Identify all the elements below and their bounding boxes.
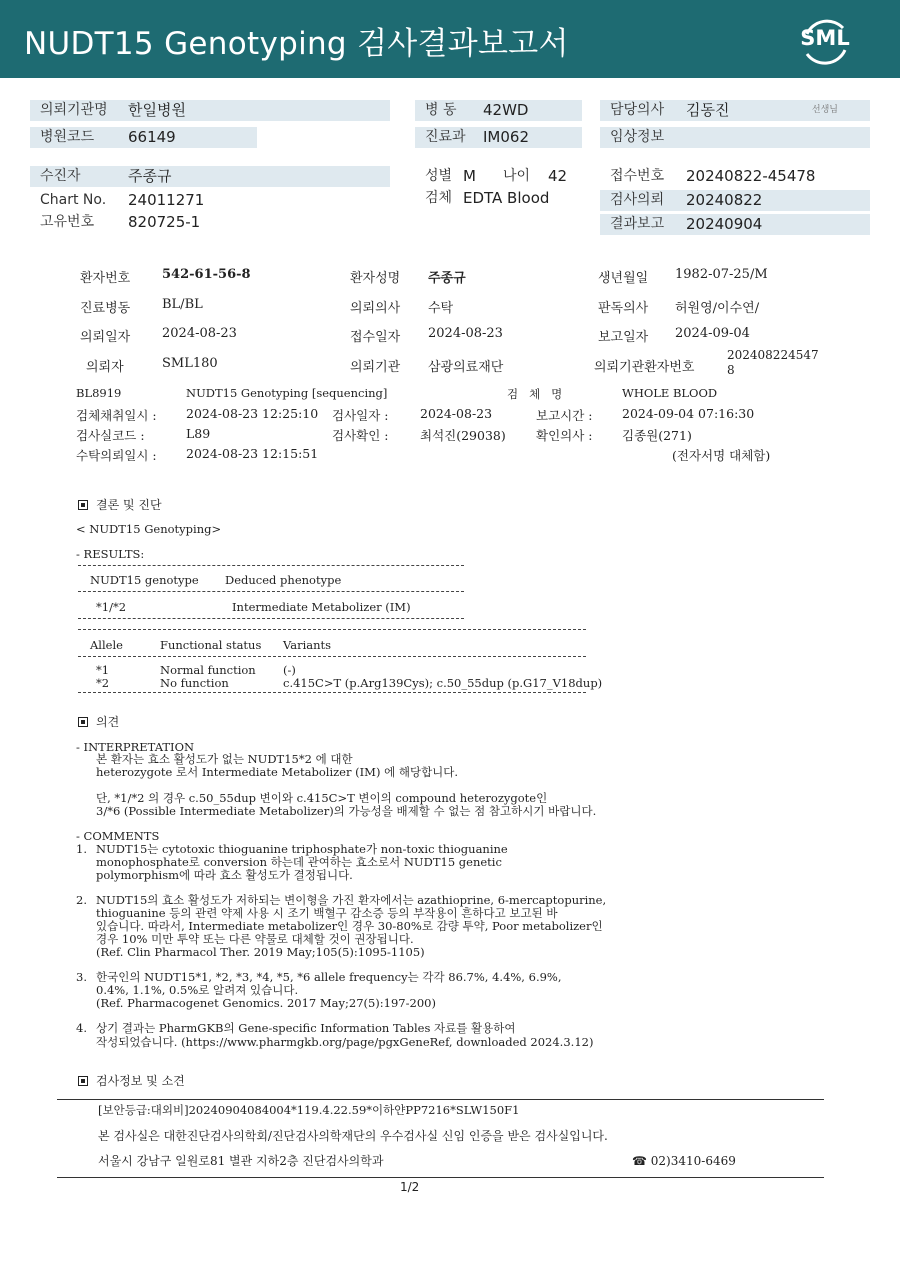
comment-line: 상기 결과는 PharmGKB의 Gene-specific Information Tables 자료를 활용하여 — [96, 1021, 516, 1035]
opinion-section-title: 의견 — [78, 713, 119, 730]
detail-row — [80, 267, 880, 287]
interpretation-label: - INTERPRETATION — [76, 740, 195, 754]
comment-number: 4. — [76, 1021, 87, 1035]
detail-label: 판독의사 — [598, 301, 649, 316]
request-label: 검사의뢰 — [610, 192, 665, 208]
col-genotype: NUDT15 genotype — [90, 573, 199, 587]
report-date-field — [600, 214, 870, 235]
col-variants: Variants — [283, 638, 332, 652]
report-time-label: 보고시간 : — [536, 408, 593, 423]
certification-line: 본 검사실은 대한진단검사의학회/진단검사의학재단의 우수검사실 신임 인증을 받은 검사실입니다. — [98, 1129, 608, 1143]
patient-label: 수진자 — [40, 168, 81, 184]
receipt-label: 접수번호 — [610, 168, 665, 184]
comment-number: 2. — [76, 893, 87, 907]
institution-field — [30, 100, 390, 121]
ref-patient-number: 202408224547 — [727, 348, 819, 362]
footer-top-line — [57, 1099, 824, 1100]
allele-row-allele: *1 — [96, 663, 110, 677]
detail-label: 보고일자 — [598, 330, 649, 345]
chart-value: 24011271 — [128, 191, 205, 209]
detail-value: 2024-08-23 — [162, 326, 237, 341]
verified-label: 검사확인 : — [332, 428, 389, 443]
test-date: 2024-08-23 — [420, 406, 493, 421]
clinical-label: 임상정보 — [610, 129, 665, 145]
detail-label: 의뢰자 — [86, 360, 124, 375]
test-date-label: 검사일자 : — [332, 408, 389, 423]
institution-value: 한일병원 — [128, 101, 186, 119]
results-subtitle: < NUDT15 Genotyping> — [76, 522, 222, 536]
allele-row-status: No function — [160, 676, 229, 690]
detail-label: 의뢰기관환자번호 — [594, 360, 695, 375]
verified-by: 최석진(29038) — [420, 428, 506, 443]
ward-label: 병 동 — [425, 102, 457, 118]
report-header — [0, 0, 900, 78]
report-label: 결과보고 — [610, 216, 665, 232]
doctor-field — [600, 100, 870, 121]
receipt-field — [600, 166, 870, 187]
detail-label: 접수일자 — [350, 330, 401, 345]
comment-line: 있습니다. 따라서, Intermediate metabolizer인 경우 30-80%로 감량 투약, Poor metabolizer인 — [96, 919, 603, 933]
phone-number: 02)3410-6469 — [650, 1154, 736, 1168]
detail-value: 수탁 — [428, 301, 454, 316]
report-value: 20240904 — [686, 215, 763, 233]
comment-line: 경우 10% 미만 투약 또는 다른 약물로 대체할 것이 권장됩니다. — [96, 932, 414, 946]
report-title: NUDT15 Genotyping 검사결과보고서 — [24, 26, 569, 62]
divider — [78, 629, 586, 630]
test-name: NUDT15 Genotyping [sequencing] — [186, 386, 388, 400]
collection-label: 검체채취일시 : — [76, 408, 157, 423]
comment-line: 한국인의 NUDT15*1, *2, *3, *4, *5, *6 allele frequency는 각각 86.7%, 4.4%, 6.9%, — [96, 970, 562, 984]
col-status: Functional status — [160, 638, 262, 652]
age-label: 나이 — [503, 168, 531, 184]
detail-label: 생년월일 — [598, 271, 649, 286]
detail-label: 의뢰의사 — [350, 301, 401, 316]
comment-number: 1. — [76, 842, 87, 856]
divider — [78, 565, 464, 566]
results-label: - RESULTS: — [76, 547, 145, 561]
confirm-doctor: 김종원(271) — [622, 428, 692, 443]
comment-line: (Ref. Pharmacogenet Genomics. 2017 May;27(5):197-200) — [96, 996, 436, 1010]
patient-value: 주종규 — [128, 167, 172, 185]
sex-label: 성별 — [425, 168, 453, 184]
comment-number: 3. — [76, 970, 87, 984]
comment-line: NUDT15의 효소 활성도가 저하되는 변이형을 가진 환자에서는 azathioprine, 6-mercaptopurine, — [96, 893, 607, 907]
ward-field — [415, 100, 582, 121]
detail-value: SML180 — [162, 356, 218, 371]
hospital-code-label: 병원코드 — [40, 129, 95, 145]
detail-value: 허원영/이수연/ — [675, 301, 760, 316]
interp-line: 본 환자는 효소 활성도가 없는 NUDT15*2 에 대한 — [96, 752, 353, 766]
dept-field — [415, 127, 582, 148]
lab-code-label: 검사실코드 : — [76, 428, 145, 443]
ref-patient-number-cont: 8 — [727, 363, 735, 377]
specimen-name-label: 검 체 명 — [507, 387, 563, 401]
detail-value: 2024-08-23 — [428, 326, 503, 341]
specimen-field — [415, 188, 585, 209]
hospital-code-field — [30, 127, 257, 148]
patient-field — [30, 166, 390, 187]
sml-logo-icon — [797, 12, 853, 68]
footer-bottom-line — [57, 1177, 824, 1178]
detail-value: 삼광의료재단 — [428, 360, 504, 375]
divider — [78, 656, 586, 657]
col-phenotype: Deduced phenotype — [225, 573, 342, 587]
allele-row-variants: (-) — [283, 663, 296, 677]
specimen-label: 검체 — [425, 190, 453, 206]
phenotype-value: Intermediate Metabolizer (IM) — [232, 600, 411, 614]
allele-row-status: Normal function — [160, 663, 256, 677]
birth-date: 1982-07-25/M — [675, 267, 768, 282]
allele-row-allele: *2 — [96, 676, 110, 690]
logo-text: SML — [800, 26, 850, 50]
dept-label: 진료과 — [425, 129, 466, 145]
detail-label: 진료병동 — [80, 301, 131, 316]
lab-code: L89 — [186, 426, 211, 441]
detail-row — [80, 348, 880, 384]
comment-line: monophosphate로 conversion 하는데 관여하는 효소로서 NUDT15 genetic — [96, 855, 502, 869]
doctor-suffix: 선생님 — [811, 105, 838, 115]
receipt-value: 20240822-45478 — [686, 167, 816, 185]
col-allele: Allele — [90, 638, 123, 652]
sex-age-field — [415, 166, 585, 187]
specimen-name: WHOLE BLOOD — [622, 386, 718, 400]
confirm-doctor-label: 확인의사 : — [536, 428, 593, 443]
test-code: BL8919 — [76, 386, 122, 400]
doctor-label: 담당의사 — [610, 102, 665, 118]
request-field — [600, 190, 870, 211]
detail-label: 의뢰기관 — [350, 360, 401, 375]
consign-label: 수탁의뢰일시 : — [76, 448, 157, 463]
section-bullet-icon — [78, 500, 88, 510]
hospital-code-value: 66149 — [128, 128, 176, 146]
esign-note: (전자서명 대체함) — [672, 448, 771, 463]
address-line: 서울시 강남구 일원로81 별관 지하2층 진단검사의학과 — [98, 1154, 384, 1168]
specimen-value: EDTA Blood — [463, 189, 550, 207]
institution-label: 의뢰기관명 — [40, 102, 108, 118]
detail-label: 의뢰일자 — [80, 330, 131, 345]
report-time: 2024-09-04 07:16:30 — [622, 406, 755, 421]
comment-line: NUDT15는 cytotoxic thioguanine triphosphate가 non-toxic thioguanine — [96, 842, 508, 856]
comment-line: 0.4%, 1.1%, 0.5%로 알려져 있습니다. — [96, 983, 299, 997]
section-bullet-icon — [78, 717, 88, 727]
clinical-field — [600, 127, 870, 148]
uid-label: 고유번호 — [40, 214, 95, 230]
interp-line: heterozygote 로서 Intermediate Metabolizer (IM) 에 해당합니다. — [96, 765, 459, 779]
detail-value: BL/BL — [162, 297, 203, 312]
consign-time: 2024-08-23 12:15:51 — [186, 446, 319, 461]
page-number: 1/2 — [400, 1180, 420, 1194]
info-section-title: 검사정보 및 소견 — [78, 1072, 185, 1089]
patient-number: 542-61-56-8 — [162, 267, 251, 282]
chart-label: Chart No. — [40, 192, 107, 208]
age-value: 42 — [548, 167, 568, 185]
detail-value: 2024-09-04 — [675, 326, 750, 341]
divider — [78, 618, 464, 619]
phone-icon: ☎ — [632, 1154, 647, 1168]
request-value: 20240822 — [686, 191, 763, 209]
divider — [78, 591, 464, 592]
comment-line: 작성되었습니다. (https://www.pharmgkb.org/page/pgxGeneRef, downloaded 2024.3.12) — [96, 1035, 594, 1049]
conclusion-section-title: 결론 및 진단 — [78, 496, 162, 513]
detail-label: 환자번호 — [80, 271, 131, 286]
interp-line: 단, *1/*2 의 경우 c.50_55dup 변이와 c.415C>T 변이의 compound heterozygote인 — [96, 791, 548, 805]
patient-name: 주종규 — [428, 271, 466, 286]
genotype-value: *1/*2 — [96, 600, 127, 614]
interp-line: 3/*6 (Possible Intermediate Metabolizer)의 가능성을 배제할 수 없는 점 참고하시기 바랍니다. — [96, 804, 597, 818]
ward-value: 42WD — [483, 101, 529, 119]
detail-label: 환자성명 — [350, 271, 401, 286]
comment-line: polymorphism에 따라 효소 활성도가 결정됩니다. — [96, 868, 353, 882]
security-line: [보안등급:대외비]20240904084004*119.4.22.59*이하얀PP7216*SLW150F1 — [98, 1103, 520, 1117]
phone-line — [632, 1155, 736, 1167]
comment-line: (Ref. Clin Pharmacol Ther. 2019 May;105(5):1095-1105) — [96, 945, 425, 959]
sex-value: M — [463, 167, 476, 185]
comment-line: thioguanine 등의 관련 약제 사용 시 조기 백혈구 감소증 등의 부작용이 흔하다고 보고된 바 — [96, 906, 558, 920]
doctor-value: 김동진 — [686, 101, 730, 119]
allele-row-variants: c.415C>T (p.Arg139Cys); c.50_55dup (p.G17_V18dup) — [283, 676, 603, 690]
chart-field — [30, 190, 390, 211]
uid-value: 820725-1 — [128, 213, 201, 231]
detail-row — [80, 297, 880, 317]
divider — [78, 692, 586, 693]
section-bullet-icon — [78, 1076, 88, 1086]
comments-label: - COMMENTS — [76, 829, 160, 843]
detail-row — [80, 326, 880, 346]
dept-value: IM062 — [483, 128, 529, 146]
uid-field — [30, 212, 390, 233]
collection-time: 2024-08-23 12:25:10 — [186, 406, 319, 421]
